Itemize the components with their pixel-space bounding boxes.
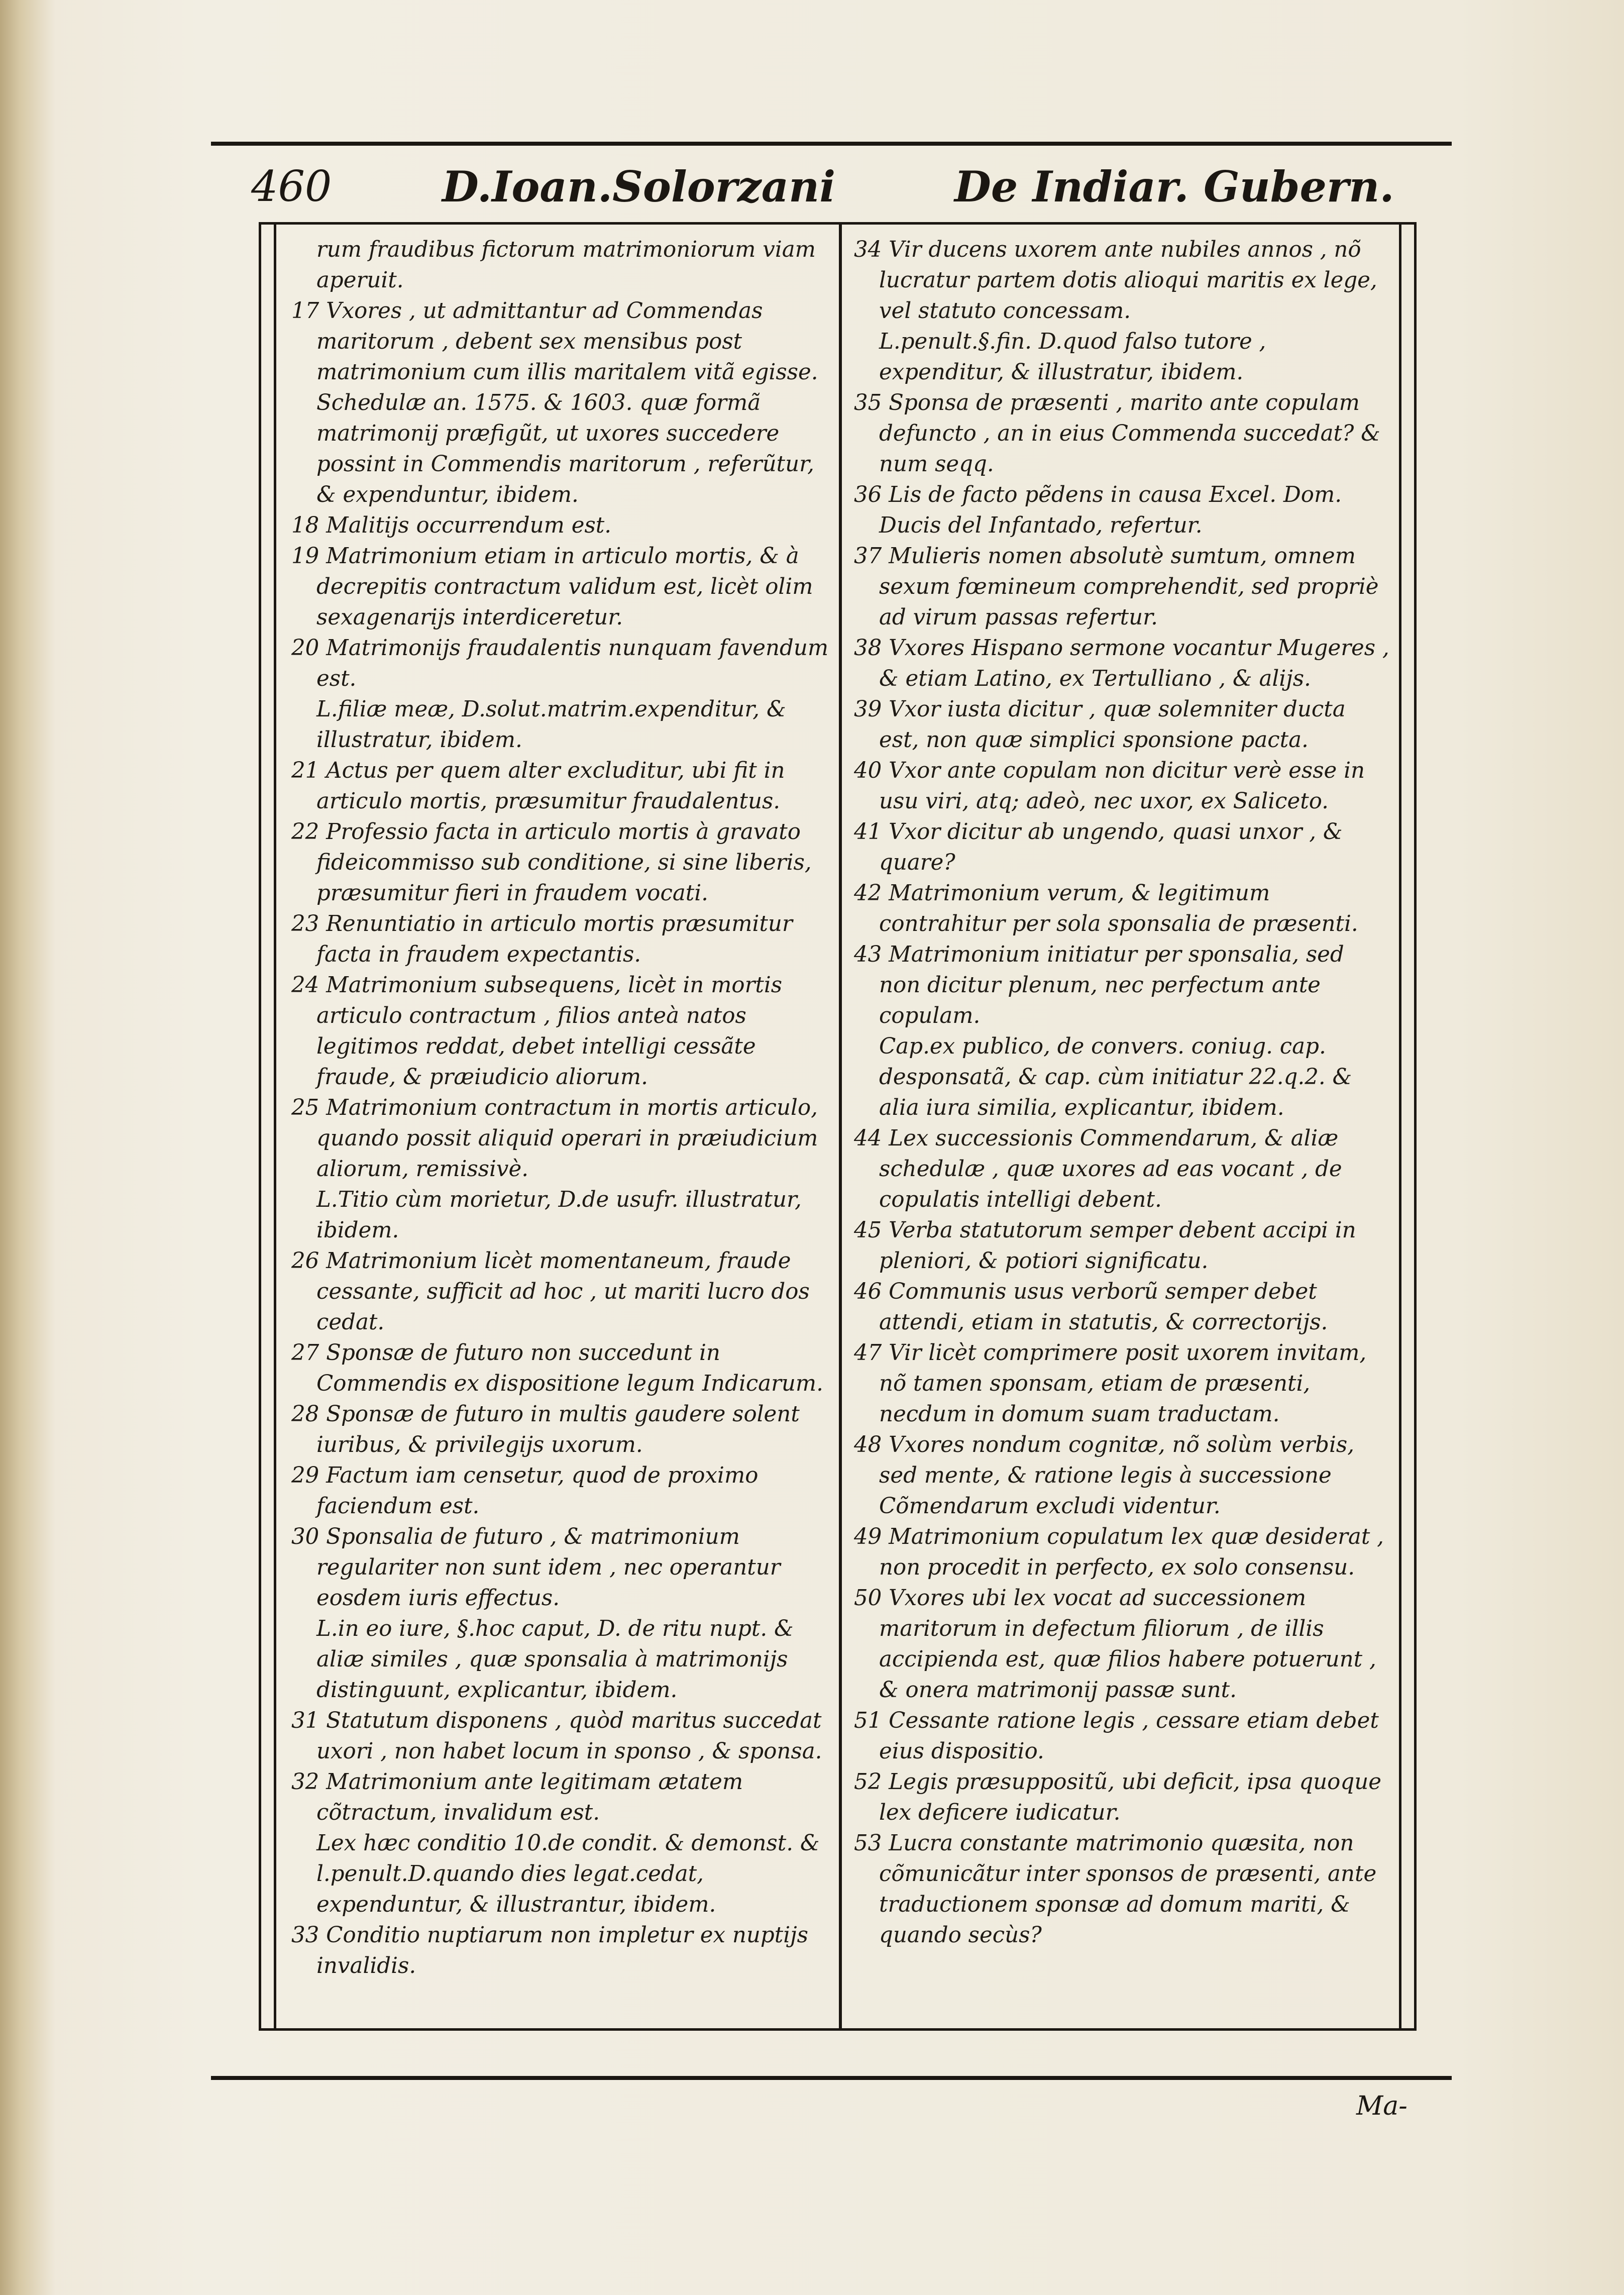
summary-entry: 50 Vxores ubi lex vocat ad successionem maritorum in defectum filiorum , de illis accipienda est, quæ filios habere potuerunt , & onera matrimonij passæ sunt. — [854, 1586, 1376, 1703]
header-author: D.Ioan.Solorzani — [442, 162, 836, 212]
summary-entry: 48 Vxores nondum cognitæ, nõ solùm verbis, sed mente, & ratione legis à successione Cõmendarum excludi videntur. — [854, 1432, 1355, 1519]
summary-entry: 26 Matrimonium licèt momentaneum, fraude cessante, sufficit ad hoc , ut mariti lucro dos cedat. — [291, 1248, 810, 1335]
top-rule — [211, 142, 1452, 146]
summary-entry: 27 Sponsæ de futuro non succedunt in Commendis ex dispositione legum Indicarum. — [291, 1340, 823, 1396]
page-frame — [211, 142, 1452, 2121]
summary-entry: 37 Mulieris nomen absolutè sumtum, omnem sexum fœmineum comprehendit, sed propriè ad virum passas refertur. — [854, 544, 1379, 630]
index-box — [259, 222, 1417, 2031]
summary-entry: 39 Vxor iusta dicitur , quæ solemniter ducta est, non quæ simplici sponsione pacta. — [854, 697, 1346, 753]
summary-entry: 18 Malitijs occurrendum est. — [291, 513, 612, 538]
left-column — [291, 235, 829, 1981]
page-number: 460 — [251, 162, 332, 211]
summary-entry: 36 Lis de facto pẽdens in causa Excel. Dom. Ducis del Infantado, refertur. — [854, 482, 1342, 538]
summary-entry: 20 Matrimonijs fraudalentis nunquam favendum est. — [291, 636, 829, 691]
column-divider — [839, 225, 842, 2028]
summary-entry: 47 Vir licèt comprimere posit uxorem invitam, nõ tamen sponsam, etiam de præsenti, necdum in domum suam traductam. — [854, 1340, 1367, 1427]
summary-entry: 51 Cessante ratione legis , cessare etiam debet eius dispositio. — [854, 1708, 1379, 1764]
summary-entry: 40 Vxor ante copulam non dicitur verè esse in usu viri, atq; adeò, nec uxor, ex Saliceto. — [854, 758, 1365, 814]
summary-entry: 28 Sponsæ de futuro in multis gaudere solent iuribus, & privilegijs uxorum. — [291, 1402, 800, 1457]
summary-entry: 17 Vxores , ut admittantur ad Commendas maritorum , debent sex mensibus post matrimonium cum illis maritalem vitã egisse. Schedulæ an. 1575. & 1603. quæ formã matrimonij præfigũt, ut uxores succedere possint in Commendis maritorum , referũtur, & expenduntur, ibidem. — [291, 298, 818, 507]
header-title: De Indiar. Gubern. — [954, 162, 1394, 212]
citation-entry: Cap.ex publico, de convers. coniug. cap. desponsatã, & cap. cùm initiatur 22.q.2. & alia iura similia, explicantur, ibidem. — [879, 1034, 1352, 1120]
summary-entry: 30 Sponsalia de futuro , & matrimonium regulariter non sunt idem , nec operantur eosdem iuris effectus. — [291, 1524, 781, 1611]
summary-entry: 33 Conditio nuptiarum non impletur ex nuptijs invalidis. — [291, 1923, 808, 1978]
summary-entry: 24 Matrimonium subsequens, licèt in mortis articulo contractum , filios anteà natos legitimos reddat, debet intelligi cessãte fraude, & præiudicio aliorum. — [291, 973, 783, 1090]
summary-entry: 25 Matrimonium contractum in mortis articulo, quando possit aliquid operari in præiudicium aliorum, remissivè. — [291, 1095, 818, 1182]
summary-entry: 43 Matrimonium initiatur per sponsalia, sed non dicitur plenum, nec perfectum ante copulam. — [854, 942, 1344, 1028]
inner-rule-right — [1399, 225, 1401, 2028]
summary-entry: 41 Vxor dicitur ab ungendo, quasi unxor , & quare? — [854, 819, 1343, 875]
citation-entry: L.filiæ meæ, D.solut.matrim.expenditur, & illustratur, ibidem. — [316, 697, 786, 753]
summary-entry: 23 Renuntiatio in articulo mortis præsumitur facta in fraudem expectantis. — [291, 911, 793, 967]
citation-entry: L.in eo iure, §.hoc caput, D. de ritu nupt. & aliæ similes , quæ sponsalia à matrimonijs distinguunt, explicantur, ibidem. — [316, 1616, 794, 1703]
summary-entry: 38 Vxores Hispano sermone vocantur Mugeres , & etiam Latino, ex Tertulliano , & alijs. — [854, 636, 1389, 691]
citation-entry: Lex hæc conditio 10.de condit. & demonst. & l.penult.D.quando dies legat.cedat, expenduntur, & illustrantur, ibidem. — [316, 1831, 820, 1917]
summary-entry: 44 Lex successionis Commendarum, & aliæ schedulæ , quæ uxores ad eas vocant , de copulatis intelligi debent. — [854, 1126, 1342, 1212]
summary-entry: 19 Matrimonium etiam in articulo mortis, & à decrepitis contractum validum est, licèt olim sexagenarijs interdiceretur. — [291, 544, 813, 630]
summary-entry: 29 Factum iam censetur, quod de proximo faciendum est. — [291, 1463, 759, 1519]
summary-entry: 42 Matrimonium verum, & legitimum contrahitur per sola sponsalia de præsenti. — [854, 881, 1358, 936]
bottom-rule — [211, 2076, 1452, 2080]
summary-entry: 31 Statutum disponens , quòd maritus succedat uxori , non habet locum in sponso , & sponsa. — [291, 1708, 822, 1764]
summary-entry: 46 Communis usus verborũ semper debet attendi, etiam in statutis, & correctorijs. — [854, 1279, 1328, 1335]
summary-entry: rum fraudibus fictorum matrimoniorum viam aperuit. — [316, 237, 816, 293]
inner-rule-left — [274, 225, 276, 2028]
right-column — [854, 235, 1391, 1951]
summary-entry: 45 Verba statutorum semper debent accipi in pleniori, & potiori significatu. — [854, 1218, 1356, 1274]
summary-entry: 21 Actus per quem alter excluditur, ubi fit in articulo mortis, præsumitur fraudalentus. — [291, 758, 785, 814]
summary-entry: 32 Matrimonium ante legitimam ætatem cõtractum, invalidum est. — [291, 1769, 743, 1825]
summary-entry: 35 Sponsa de præsenti , marito ante copulam defuncto , an in eius Commenda succedat? & num seqq. — [854, 390, 1380, 477]
summary-entry: 34 Vir ducens uxorem ante nubiles annos , nõ lucratur partem dotis alioqui maritis ex lege, vel statuto concessam. — [854, 237, 1377, 324]
running-header — [251, 162, 1447, 222]
catchword: Ma- — [1356, 2091, 1408, 2121]
summary-entry: 22 Professio facta in articulo mortis à gravato fideicommisso sub conditione, si sine liberis, præsumitur fieri in fraudem vocati. — [291, 819, 812, 906]
summary-entry: 49 Matrimonium copulatum lex quæ desiderat , non procedit in perfecto, ex solo consensu. — [854, 1524, 1384, 1580]
summary-entry: 53 Lucra constante matrimonio quæsita, non cõmunicãtur inter sponsos de præsenti, ante traductionem sponsæ ad domum mariti, & quando secùs? — [854, 1831, 1377, 1948]
citation-entry: L.Titio cùm morietur, D.de usufr. illustratur, ibidem. — [316, 1187, 802, 1243]
summary-entry: 52 Legis præsuppositũ, ubi deficit, ipsa quoque lex deficere iudicatur. — [854, 1769, 1381, 1825]
citation-entry: L.penult.§.fin. D.quod falso tutore , expenditur, & illustratur, ibidem. — [879, 329, 1266, 385]
